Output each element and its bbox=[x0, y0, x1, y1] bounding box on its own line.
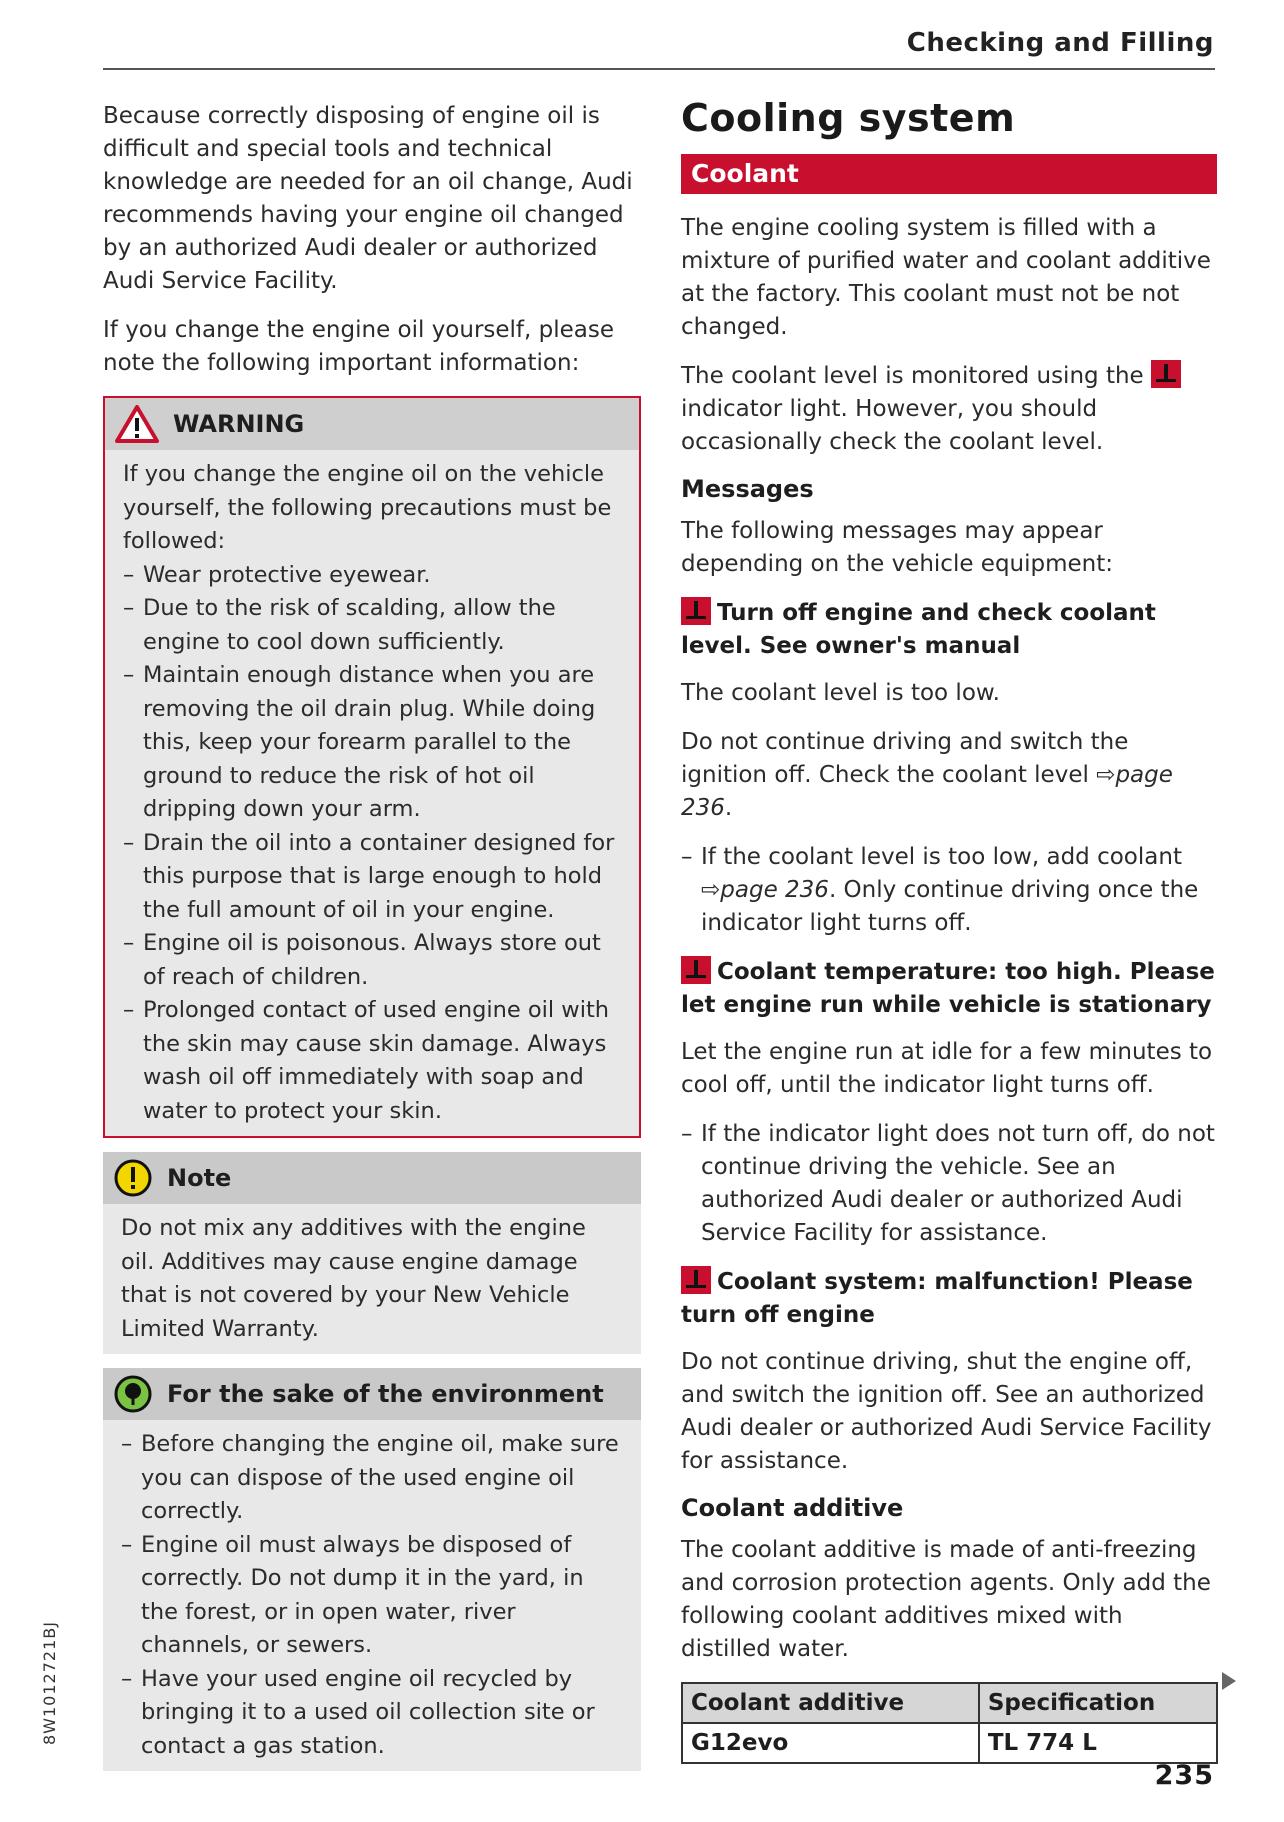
warning-header bbox=[105, 398, 639, 450]
warning-title: WARNING bbox=[173, 410, 305, 438]
list-item: – Maintain enough distance when you are removing the oil drain plug. While doing this, keep your forearm parallel to the ground to reduce the risk of hot oil dripping down your arm. bbox=[123, 659, 621, 827]
note-title: Note bbox=[167, 1164, 232, 1192]
environment-list bbox=[121, 1428, 623, 1763]
coolant-paragraph: The engine cooling system is filled with a mixture of purified water and coolant additive at the factory. This coolant must not be not changed. bbox=[681, 215, 1211, 340]
message-heading: Coolant system: malfunction! Please turn off engine bbox=[681, 1266, 1217, 1332]
message-text: The coolant level is too low. bbox=[681, 680, 1000, 706]
running-head: Checking and Filling bbox=[906, 28, 1214, 58]
environment-header bbox=[103, 1368, 641, 1420]
environment-title: For the sake of the environment bbox=[167, 1380, 604, 1408]
table-header: Specification bbox=[979, 1683, 1217, 1723]
warning-list bbox=[123, 559, 621, 1129]
document-code: 8W1012721BJ bbox=[40, 1621, 59, 1745]
coolant-warning-icon bbox=[681, 1266, 711, 1294]
list-item: – Due to the risk of scalding, allow the engine to cool down sufficiently. bbox=[123, 592, 621, 659]
page-reference-link[interactable]: ⇨page 236 bbox=[681, 762, 1173, 821]
list-item: – Prolonged contact of used engine oil with the skin may cause skin damage. Always wash oil off immediately with soap and water to protect your skin. bbox=[123, 994, 621, 1128]
note-header bbox=[103, 1152, 641, 1204]
page-number: 235 bbox=[1154, 1760, 1214, 1791]
messages-heading: Messages bbox=[681, 475, 814, 503]
intro-paragraph: If you change the engine oil yourself, please note the following important information: bbox=[103, 317, 615, 376]
coolant-warning-icon bbox=[681, 956, 711, 984]
message-heading: Coolant temperature: too high. Please let engine run while vehicle is stationary bbox=[681, 956, 1217, 1022]
header-rule bbox=[103, 68, 1215, 70]
coolant-monitor-paragraph: The coolant level is monitored using the indicator light. However, you should occasionally check the coolant level. bbox=[681, 360, 1217, 459]
message-text: Let the engine run at idle for a few minutes to cool off, until the indicator light turns off. bbox=[681, 1039, 1213, 1098]
page-reference-link[interactable]: ⇨page 236 bbox=[701, 877, 829, 903]
message-step: – If the indicator light does not turn off, do not continue driving the vehicle. See an authorized Audi dealer or authorized Audi Service Facility for assistance. bbox=[681, 1118, 1217, 1250]
left-column bbox=[103, 100, 641, 1771]
list-item: – Wear protective eyewear. bbox=[123, 559, 621, 593]
environment-box bbox=[103, 1368, 641, 1771]
table-header-row bbox=[682, 1683, 1217, 1723]
warning-body bbox=[105, 450, 639, 1136]
coolant-warning-icon bbox=[1151, 360, 1181, 388]
intro-paragraph: Because correctly disposing of engine oil is difficult and special tools and technical knowledge are needed for an oil change, Audi recommends having your engine oil changed by an authorized Audi dealer or authorized Audi Service Facility. bbox=[103, 103, 633, 294]
table-header: Coolant additive bbox=[682, 1683, 979, 1723]
environment-body bbox=[103, 1420, 641, 1771]
message-text: Do not continue driving, shut the engine off, and switch the ignition off. See an authorized Audi dealer or authorized Audi Service Facility for assistance. bbox=[681, 1349, 1212, 1474]
table-row bbox=[682, 1723, 1217, 1763]
message-text: Do not continue driving and switch the ignition off. Check the coolant level ⇨page 236. bbox=[681, 729, 1173, 821]
warning-triangle-icon bbox=[115, 404, 159, 444]
note-box bbox=[103, 1152, 641, 1354]
list-item: – Engine oil must always be disposed of correctly. Do not dump it in the yard, in the forest, or in open water, river channels, or sewers. bbox=[121, 1529, 623, 1663]
additive-text: The coolant additive is made of anti-freezing and corrosion protection agents. Only add the following coolant additives mixed with distilled water. bbox=[681, 1537, 1211, 1662]
message-heading: Turn off engine and check coolant level. See owner's manual bbox=[681, 597, 1217, 663]
note-text: Do not mix any additives with the engine oil. Additives may cause engine damage that is not covered by your New Vehicle Limited Warranty. bbox=[121, 1215, 586, 1342]
list-item: – Before changing the engine oil, make sure you can dispose of the used engine oil correctly. bbox=[121, 1428, 623, 1529]
table-cell: G12evo bbox=[682, 1723, 979, 1763]
messages-intro: The following messages may appear depending on the vehicle equipment: bbox=[681, 518, 1114, 577]
right-column bbox=[681, 96, 1217, 1764]
warning-intro: If you change the engine oil on the vehicle yourself, the following precautions must be followed: bbox=[123, 461, 612, 554]
list-item: – Engine oil is poisonous. Always store out of reach of children. bbox=[123, 927, 621, 994]
additive-heading: Coolant additive bbox=[681, 1494, 904, 1522]
coolant-warning-icon bbox=[681, 597, 711, 625]
list-item: – Have your used engine oil recycled by bringing it to a used oil collection site or contact a gas station. bbox=[121, 1663, 623, 1764]
coolant-spec-table bbox=[681, 1682, 1218, 1764]
table-cell: TL 774 L bbox=[979, 1723, 1217, 1763]
warning-box bbox=[103, 396, 641, 1138]
section-bar: Coolant bbox=[681, 154, 1217, 194]
message-step: – If the coolant level is too low, add coolant ⇨page 236. Only continue driving once the indicator light turns off. bbox=[681, 841, 1217, 940]
note-exclamation-icon bbox=[113, 1158, 153, 1198]
section-title: Cooling system bbox=[681, 96, 1016, 140]
environment-tree-icon bbox=[113, 1374, 153, 1414]
list-item: – Drain the oil into a container designed for this purpose that is large enough to hold the full amount of oil in your engine. bbox=[123, 827, 621, 928]
continue-arrow-icon bbox=[1222, 1672, 1236, 1690]
